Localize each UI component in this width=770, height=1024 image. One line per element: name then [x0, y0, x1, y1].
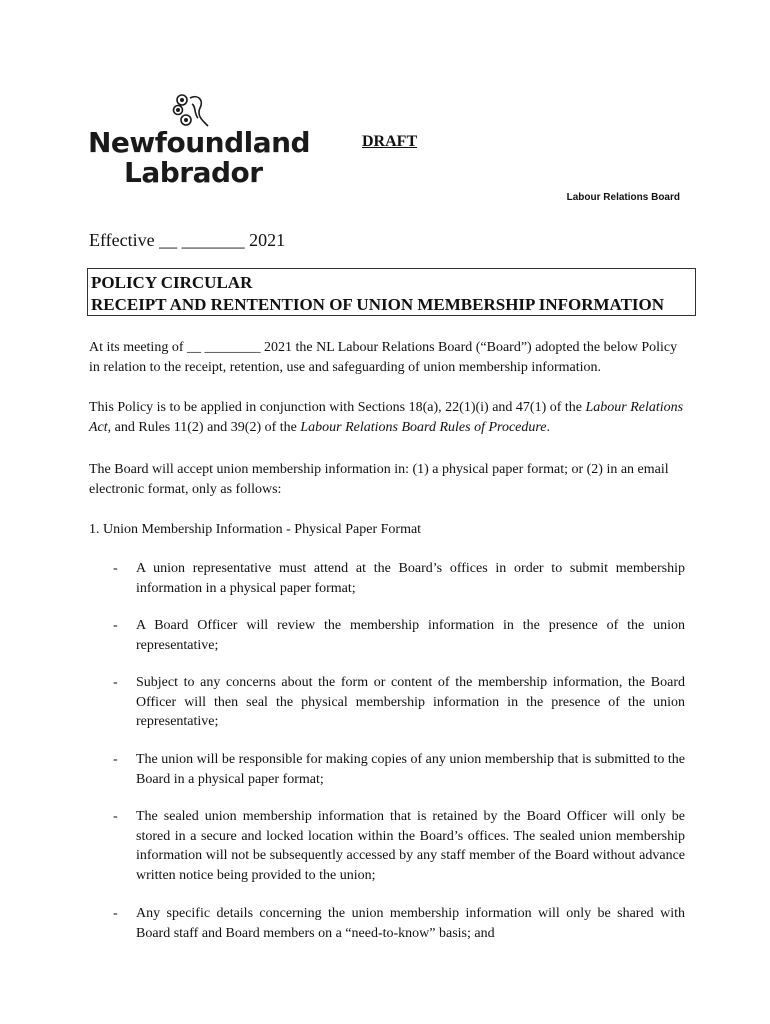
board-name: Labour Relations Board — [566, 192, 680, 203]
list-item-text: Any specific details concerning the union membership information will only be shared with Board staff and Board members on a “need-to-know” basis; and — [136, 906, 685, 941]
list-item — [113, 616, 685, 655]
application-text-c: . — [546, 420, 551, 435]
application-paragraph — [89, 398, 685, 438]
bullet-dash: - — [113, 906, 118, 921]
list-item — [113, 673, 685, 732]
logo-wordmark-line1: Newfoundland — [88, 126, 311, 159]
formats-paragraph: The Board will accept union membership information in: (1) a physical paper format; or (2) in an email electronic format, only as follows: — [89, 462, 669, 497]
policy-title-line1: POLICY CIRCULAR — [91, 273, 253, 292]
application-text-b: , and Rules 11(2) and 39(2) of the — [107, 420, 301, 435]
bullet-dash: - — [113, 675, 118, 690]
logo-wordmark-line2: Labrador — [124, 156, 263, 189]
policy-title-line2: RECEIPT AND RENTENTION OF UNION MEMBERSHIP INFORMATION — [91, 295, 665, 314]
list-item-text: A union representative must attend at the Board’s offices in order to submit membership information in a physical paper format; — [136, 561, 685, 596]
section-heading: 1. Union Membership Information - Physical Paper Format — [89, 522, 422, 537]
list-item — [113, 807, 685, 885]
list-item-text: The union will be responsible for making copies of any union membership that is submitted to the Board in a physical paper format; — [136, 752, 686, 787]
rules-name: Labour Relations Board Rules of Procedure — [300, 420, 547, 435]
list-item — [113, 559, 685, 598]
act-name: Labour Relations Act — [89, 400, 684, 435]
list-item-text: A Board Officer will review the membership information in the presence of the union representative; — [136, 618, 685, 653]
bullet-dash: - — [113, 618, 118, 633]
list-item — [113, 750, 685, 789]
bullet-dash: - — [113, 752, 118, 767]
application-text-a: This Policy is to be applied in conjunction with Sections 18(a), 22(1)(i) and 47(1) of the — [89, 400, 586, 415]
newfoundland-labrador-logo — [88, 92, 311, 192]
list-item-text: The sealed union membership information that is retained by the Board Officer will only be stored in a secure and locked location within the Board’s offices. The sealed union membership information will not be subsequently accessed by any staff member of the Board without advance written notice being provided to the union; — [136, 809, 685, 883]
bullet-dash: - — [113, 809, 118, 824]
list-item — [113, 904, 685, 943]
policy-title-box — [87, 268, 696, 316]
draft-label: DRAFT — [362, 133, 418, 150]
bullet-dash: - — [113, 561, 118, 576]
intro-paragraph: At its meeting of __ ________ 2021 the NL Labour Relations Board (“Board”) adopted the below Policy in relation to the receipt, retention, use and safeguarding of union membership information. — [89, 340, 678, 375]
list-item-text: Subject to any concerns about the form or content of the membership information, the Board Officer will then seal the physical membership information in the presence of the union representative; — [136, 675, 685, 729]
effective-date: Effective __ _______ 2021 — [89, 230, 286, 250]
